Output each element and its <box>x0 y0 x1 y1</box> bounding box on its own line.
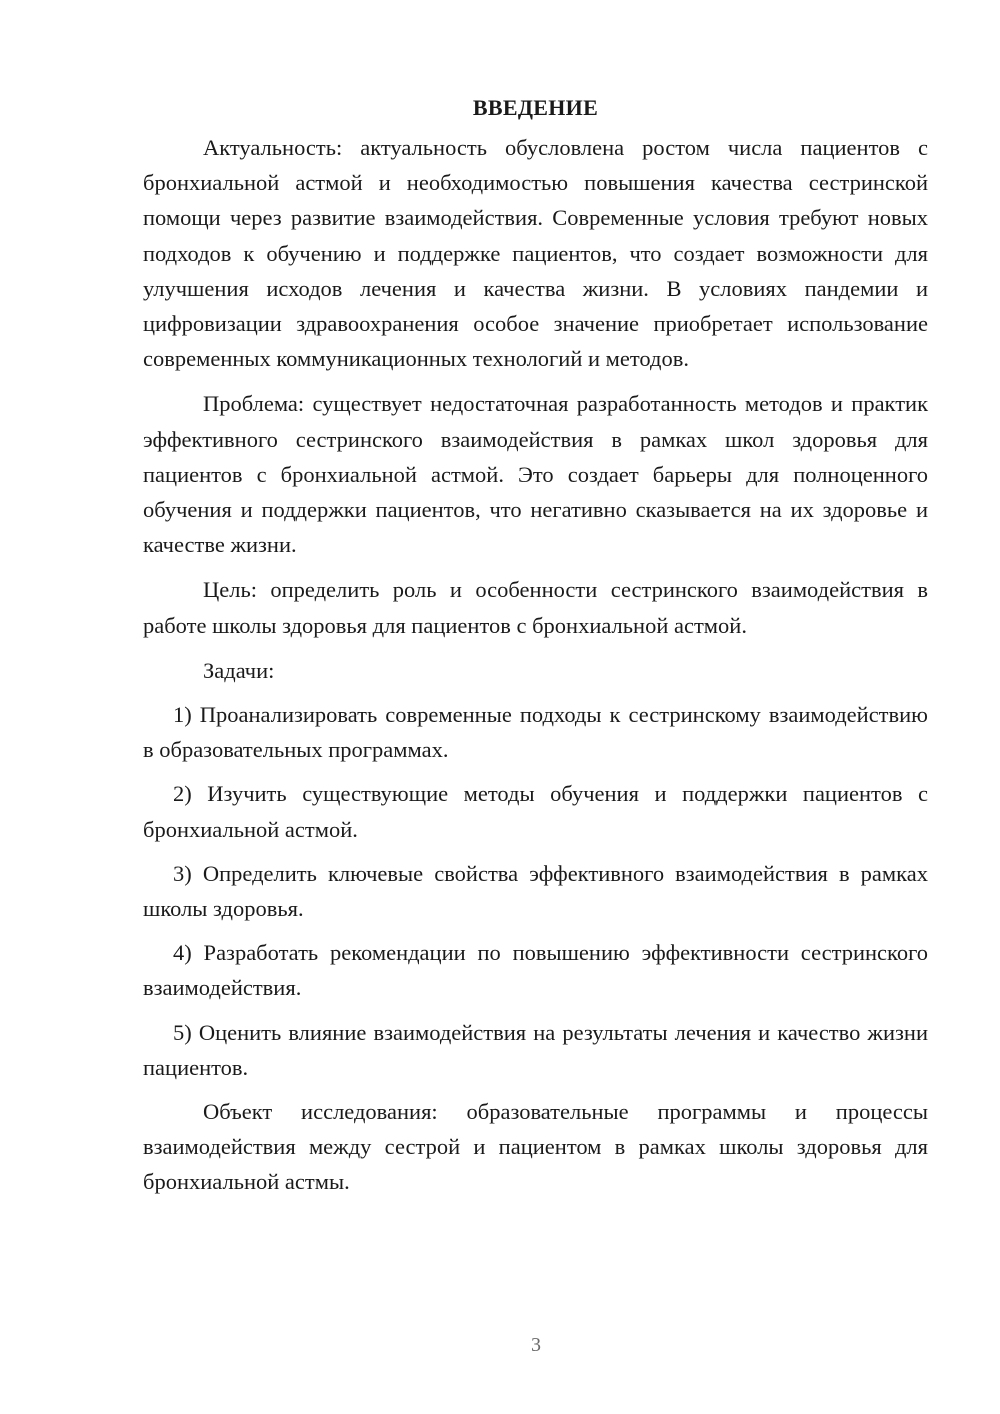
task-item: 4) Разработать рекомендации по повышению эффективности сестринского взаимодействия. <box>143 940 928 1001</box>
document-page <box>143 92 928 1200</box>
paragraph-object: Объект исследования: образовательные программы и процессы взаимодействия между сестрой и пациентом в рамках школы здоровья для бронхиальной астмы. <box>143 1099 928 1195</box>
paragraph-problem: Проблема: существует недостаточная разработанность методов и практик эффективного сестринского взаимодействия в рамках школ здоровья для пациентов с бронхиальной астмой. Это создает барьеры для полноценного обучения и поддержки пациентов, что негативно сказывается на их здоровье и качестве жизни. <box>143 391 928 558</box>
task-item: 2) Изучить существующие методы обучения и поддержки пациентов с бронхиальной астмой. <box>143 781 928 842</box>
task-item: 3) Определить ключевые свойства эффективного взаимодействия в рамках школы здоровья. <box>143 860 928 922</box>
section-title: ВВЕДЕНИЕ <box>472 95 599 120</box>
tasks-heading: Задачи: <box>203 657 275 683</box>
page-number: 3 <box>531 1334 541 1356</box>
paragraph-goal: Цель: определить роль и особенности сестринского взаимодействия в работе школы здоровья для пациентов с бронхиальной астмой. <box>143 577 928 638</box>
task-item: 1) Проанализировать современные подходы к сестринскому взаимодействию в образовательных программах. <box>143 702 928 763</box>
task-item: 5) Оценить влияние взаимодействия на результаты лечения и качество жизни пациентов. <box>143 1019 928 1080</box>
paragraph-relevance: Актуальность: актуальность обусловлена ростом числа пациентов с бронхиальной астмой и необходимостью повышения качества сестринской помощи через развитие взаимодействия. Современные условия требуют новых подходов к обучению и поддержке пациентов, что создает возможности для улучшения исходов лечения и качества жизни. В условиях пандемии и цифровизации здравоохранения особое значение приобретает использование современных коммуникационных технологий и методов. <box>143 135 928 372</box>
